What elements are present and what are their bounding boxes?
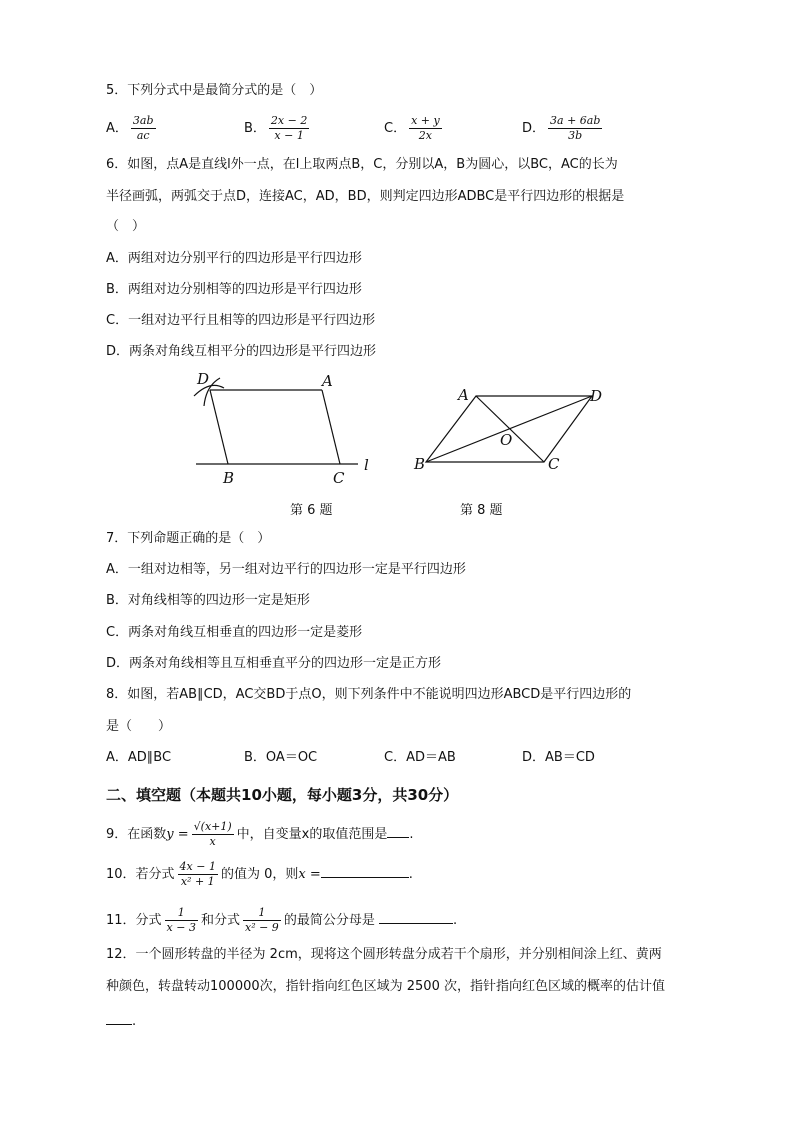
q5-option-b: B． $\frac{2x - 2}{x - 1}$	[244, 114, 308, 142]
label-d: D	[197, 370, 210, 388]
q6-option-a: A．两组对边分别平行的四边形是平行四边形	[106, 251, 362, 266]
q9: 9．在函数y = $\frac{√(x+1)}{x}$ 中，自变量x的取值范围是 .	[106, 820, 414, 848]
q5-stem: 5．下列分式中是最简分式的是（ ）	[106, 83, 323, 98]
label-a: A	[322, 372, 333, 390]
q6-option-c: C．一组对边平行且相等的四边形是平行四边形	[106, 313, 376, 328]
figure-8	[408, 380, 612, 476]
q8-option-d: D．AB＝CD	[522, 750, 595, 765]
q10: 10．若分式 $\frac{4x - 1}{\text{x² + 1}}$ 的值为 0，则x = .	[106, 860, 413, 888]
section-2-title: 二、填空题（本题共10小题，每小题3分，共30分）	[106, 786, 459, 804]
q8-line-1: 8．如图，若AB∥CD，AC交BD于点O，则下列条件中不能说明四边形ABCD是平行四边形的	[106, 687, 632, 702]
q6-line-1: 6．如图，点A是直线l外一点，在l上取两点B，C，分别以A，B为圆心，以BC，AC的长为	[106, 157, 618, 172]
q12-line-2: 种颜色，转盘转动100000次，指针指向红色区域为 2500 次，指针指向红色区域的概率的估计值	[106, 979, 665, 994]
q5-option-c: C． $\frac{x + y}{2x}$	[384, 114, 440, 142]
label-l: l	[364, 456, 369, 474]
q12-line-3: .	[106, 1010, 136, 1031]
label-d: D	[590, 387, 603, 405]
q6-option-d: D．两条对角线互相平分的四边形是平行四边形	[106, 344, 377, 359]
q8-option-c: C．AD＝AB	[384, 750, 456, 765]
label-a: A	[458, 386, 469, 404]
label-b: B	[223, 469, 235, 487]
figure-8-caption: 第 8 题	[460, 503, 503, 518]
q7-option-c: C．两条对角线互相垂直的四边形一定是菱形	[106, 625, 363, 640]
label-b: B	[414, 455, 426, 473]
q6-line-3: （ ）	[106, 219, 146, 234]
answer-blank[interactable]	[387, 823, 409, 838]
q11: 11．分式 $\frac{1}{x - 3}$ 和分式 $\frac{1}{\text{x² − 9}}$ 的最简公分母是 .	[106, 906, 458, 934]
figure-6-caption: 第 6 题	[290, 503, 333, 518]
q7-option-b: B．对角线相等的四边形一定是矩形	[106, 593, 310, 608]
q5-option-a: A． $\frac{3ab}{ac}$	[106, 114, 154, 142]
segment-ac	[322, 390, 340, 464]
label-o: O	[500, 431, 513, 449]
answer-blank[interactable]	[321, 863, 409, 878]
q12-line-1: 12．一个圆形转盘的半径为 2cm，现将这个圆形转盘分成若干个扇形，并分别相间涂上红、黄两	[106, 947, 662, 962]
label-c: C	[548, 455, 560, 473]
segment-db	[210, 390, 228, 464]
q6-option-b: B．两组对边分别相等的四边形是平行四边形	[106, 282, 362, 297]
q7-option-a: A．一组对边相等，另一组对边平行的四边形一定是平行四边形	[106, 562, 466, 577]
label-c: C	[333, 469, 345, 487]
q6-line-2: 半径画弧，两弧交于点D，连接AC，AD，BD，则判定四边形ADBC是平行四边形的根据是	[106, 189, 625, 204]
q7-stem: 7．下列命题正确的是（ ）	[106, 531, 271, 546]
answer-blank[interactable]	[379, 909, 453, 924]
figure-6	[180, 366, 390, 490]
q8-option-b: B．OA＝OC	[244, 750, 318, 765]
q8-line-2: 是（ ）	[106, 719, 172, 734]
q7-option-d: D．两条对角线相等且互相垂直平分的四边形一定是正方形	[106, 656, 442, 671]
q5-option-d: D． $\frac{3a + 6ab}{3b}$	[522, 114, 601, 142]
q8-option-a: A．AD∥BC	[106, 750, 172, 765]
answer-blank[interactable]	[106, 1010, 132, 1025]
